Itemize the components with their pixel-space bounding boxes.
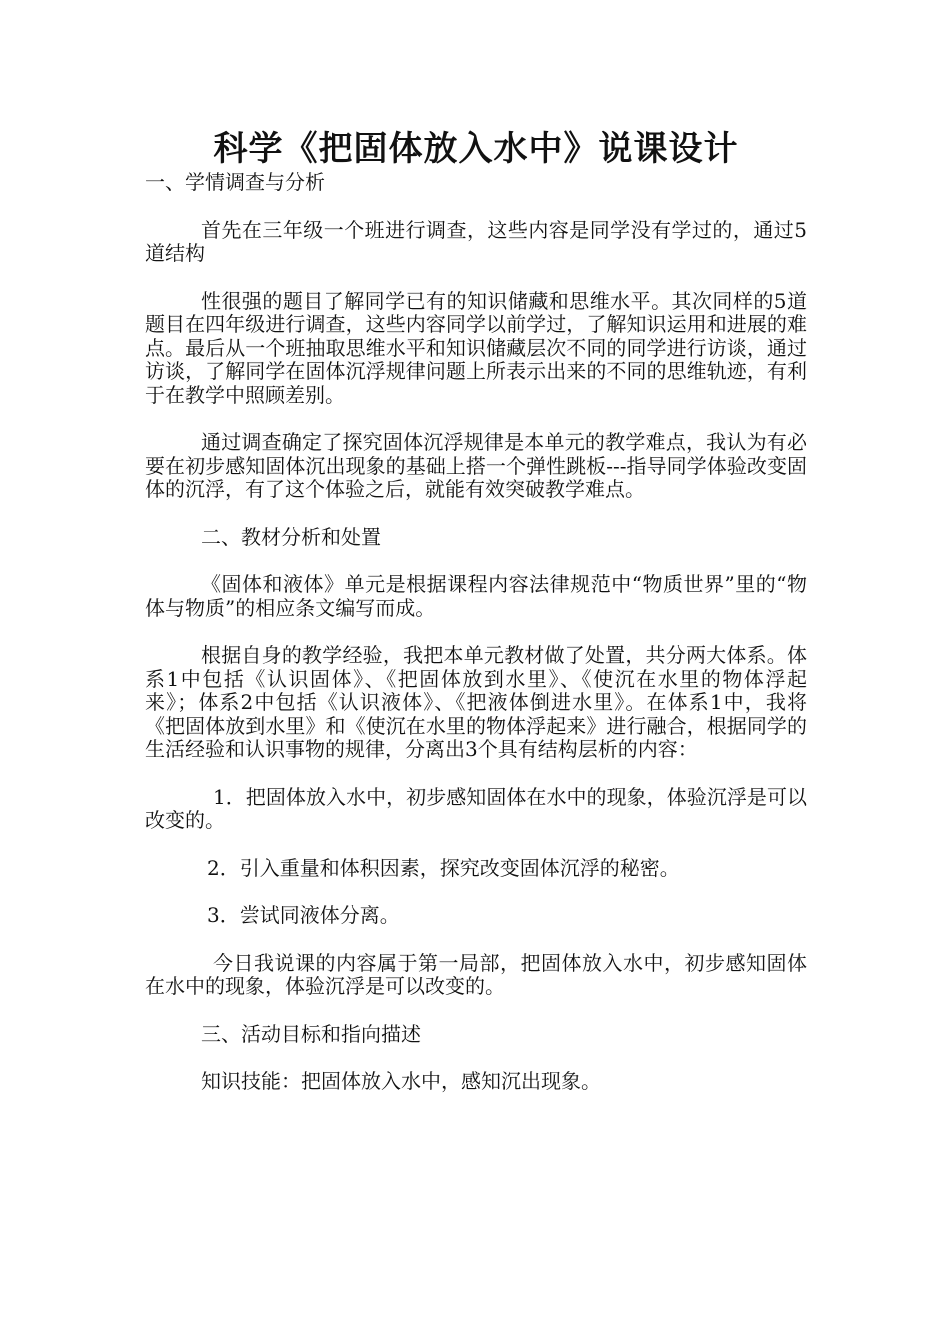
paragraph-1: 首先在三年级一个班进行调查，这些内容是同学没有学过的，通过5道结构	[145, 217, 807, 265]
paragraph-5: 根据自身的教学经验，我把本单元教材做了处置，共分两大体系。体系1中包括《认识固体》、《把固体放到水里》、《使沉在水里的物体浮起来》；体系2中包括《认识液体》、《把液体倒进水里》。在体系1中，我将《把固体放到水里》和《使沉在水里的物体浮起来》进行融合，根据同学的生活经验和认识事物的规律，分离出3个具有结构层析的内容：	[145, 643, 807, 761]
paragraph-7: 知识技能：把固体放入水中，感知沉出现象。	[201, 1069, 601, 1093]
list-item-1: 1．把固体放入水中，初步感知固体在水中的现象，体验沉浮是可以改变的。	[145, 784, 807, 832]
list-item-3: 3．尝试同液体分离。	[207, 903, 400, 927]
paragraph-4: 《固体和液体》单元是根据课程内容法律规范中“物质世界”里的“物体与物质”的相应条文编写而成。	[145, 572, 807, 620]
paragraph-3: 通过调查确定了探究固体沉浮规律是本单元的教学难点，我认为有必要在初步感知固体沉出现象的基础上搭一个弹性跳板---指导同学体验改变固体的沉浮，有了这个体验之后，就能有效突破教学难点。	[145, 430, 807, 501]
section-heading-1: 一、学情调查与分析	[145, 170, 325, 194]
section-heading-2: 二、教材分析和处置	[201, 524, 381, 549]
document-body	[145, 127, 807, 1118]
paragraph-2: 性很强的题目了解同学已有的知识储藏和思维水平。其次同样的5道题目在四年级进行调查，这些内容同学以前学过，了解知识运用和进展的难点。最后从一个班抽取思维水平和知识储藏层次不同的同学进行访谈，通过访谈，了解同学在固体沉浮规律问题上所表示出来的不同的思维轨迹，有利于在教学中照顾差别。	[145, 288, 807, 407]
list-item-2: 2．引入重量和体积因素，探究改变固体沉浮的秘密。	[207, 855, 680, 880]
paragraph-6: 今日我说课的内容属于第一局部，把固体放入水中，初步感知固体在水中的现象，体验沉浮是可以改变的。	[145, 950, 807, 998]
page-title: 科学《把固体放入水中》说课设计	[213, 129, 739, 169]
section-heading-3: 三、活动目标和指向描述	[201, 1021, 421, 1046]
